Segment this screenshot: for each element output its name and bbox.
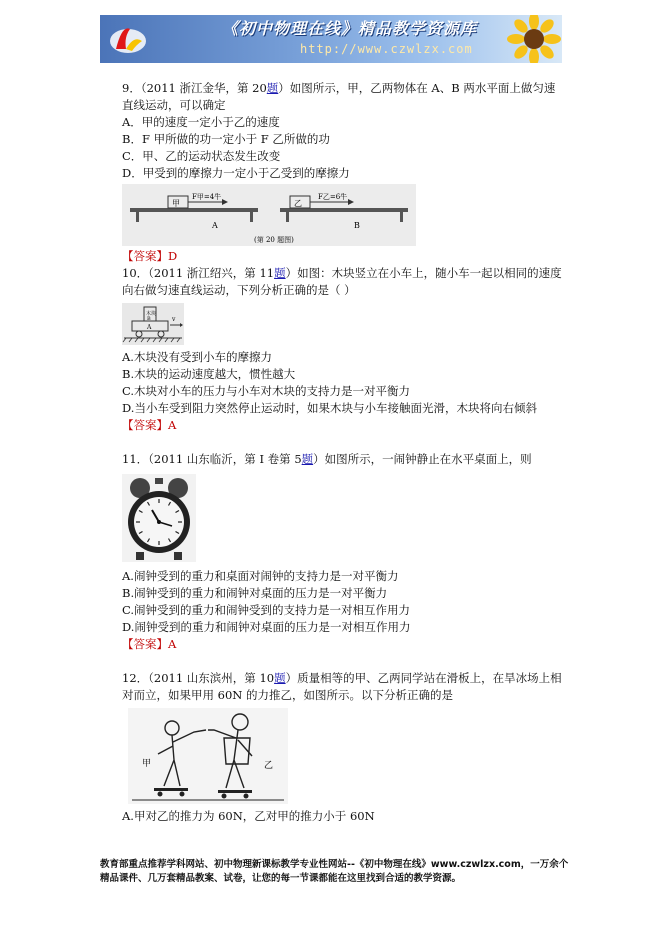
q11-answer-label: 【答案】 — [122, 637, 168, 651]
q9-fig-left-force: F甲=4牛 — [192, 193, 222, 201]
q9-fig-right-block: 乙 — [294, 199, 302, 208]
question-11 — [122, 451, 562, 468]
q11-figure — [122, 474, 196, 562]
q10-answer-value: A — [168, 418, 177, 432]
q9-answer — [122, 248, 562, 265]
sunflower-icon — [498, 15, 562, 63]
q12-fig-right-person: 乙 — [264, 761, 274, 771]
q12-fig-left-person: 甲 — [142, 759, 152, 769]
page-footer: 教育部重点推荐学科网站、初中物理新课标教学专业性网站--《初中物理在线》www.czwlzx.com，一万余个精品课件、几万套精品教案、试卷，让您的每一节课都能在这里找到合适的教学资源。 — [100, 859, 569, 884]
q9-option-c: C．甲、乙的运动状态发生改变 — [122, 149, 281, 163]
question-9 — [122, 80, 562, 114]
site-logo-icon — [108, 19, 148, 59]
q10-fig-cart-label: A — [147, 324, 152, 331]
q11-answer — [122, 636, 562, 653]
q10-figure — [122, 303, 184, 345]
q10-answer-label: 【答案】 — [122, 418, 168, 432]
question-9-text: ）如图所示，甲，乙两物体在 A、B 两水平面上做匀速直线运动，可以确定 — [122, 81, 556, 112]
q10-option-c: C.木块对小车的压力与小车对木块的支持力是一对平衡力 — [122, 384, 411, 398]
q11-option-a: A.闹钟受到的重力和桌面对闹钟的支持力是一对平衡力 — [122, 569, 399, 583]
q9-fig-right-plane: B — [354, 221, 360, 230]
skateboard-people-icon — [128, 708, 288, 804]
question-9-prefix: 9．（2011 浙江金华，第 20 — [122, 81, 267, 95]
alarm-clock-icon — [122, 474, 196, 562]
q9-figure — [122, 184, 416, 246]
question-12 — [122, 670, 562, 704]
header-banner — [100, 15, 562, 63]
q12-figure — [128, 708, 288, 804]
q9-fig-left-plane: A — [212, 221, 218, 230]
q9-option-b: B．F 甲所做的功一定小于 F 乙所做的功 — [122, 132, 330, 146]
q10-option-a: A.木块没有受到小车的摩擦力 — [122, 350, 272, 364]
q10-fig-block-top: 木块 — [146, 311, 157, 317]
question-11-text: ）如图所示，一闹钟静止在水平桌面上，则 — [313, 452, 532, 466]
question-12-prefix: 12．（2011 山东滨州，第 10 — [122, 671, 275, 685]
content — [122, 80, 562, 825]
banner-url[interactable]: http://www.czwlzx.com — [300, 42, 473, 56]
q9-answer-label: 【答案】 — [122, 249, 168, 263]
banner-title: 《初中物理在线》精品教学资源库 — [222, 19, 478, 38]
q9-option-d: D．甲受到的摩擦力一定小于乙受到的摩擦力 — [122, 166, 350, 180]
q9-fig-right-force: F乙=6牛 — [318, 193, 348, 201]
q10-option-b: B.木块的运动速度越大，惯性越大 — [122, 367, 296, 381]
question-12-link[interactable]: 题 — [274, 671, 286, 685]
q10-fig-v-label: v — [172, 316, 176, 323]
q9-fig-left-block: 甲 — [172, 199, 180, 208]
question-10-link[interactable]: 题 — [274, 266, 286, 280]
q9-fig-caption: (第 20 题图) — [254, 236, 294, 244]
question-11-link[interactable]: 题 — [301, 452, 314, 466]
q10-option-d: D.当小车受到阻力突然停止运动时，如果木块与小车接触面光滑，木块将向右倾斜 — [122, 401, 537, 415]
question-12-text: ）质量相等的甲、乙两同学站在滑板上，在旱冰场上相对而立，如果甲用 60N 的力推乙，如图所示。以下分析正确的是 — [122, 671, 562, 702]
question-10-prefix: 10．（2011 浙江绍兴，第 11 — [122, 266, 275, 280]
q9-answer-value: D — [168, 249, 178, 263]
q11-option-c: C.闹钟受到的重力和闹钟受到的支持力是一对相互作用力 — [122, 603, 411, 617]
question-10 — [122, 265, 562, 299]
q11-answer-value: A — [168, 637, 177, 651]
q9-option-a: A．甲的速度一定小于乙的速度 — [122, 115, 280, 129]
q10-fig-block-label: B — [147, 316, 151, 322]
q11-option-b: B.闹钟受到的重力和闹钟对桌面的压力是一对平衡力 — [122, 586, 388, 600]
q11-option-d: D.闹钟受到的重力和闹钟对桌面的压力是一对相互作用力 — [122, 620, 411, 634]
question-10-text: ）如图：木块竖立在小车上，随小车一起以相同的速度向右做匀速直线运动，下列分析正确的是（ ） — [122, 266, 562, 297]
question-9-link[interactable]: 题 — [266, 81, 279, 95]
question-11-prefix: 11．（2011 山东临沂，第 I 卷第 5 — [122, 452, 302, 466]
q12-option-a: A.甲对乙的推力为 60N，乙对甲的推力小于 60N — [122, 809, 375, 823]
q10-answer — [122, 417, 562, 434]
